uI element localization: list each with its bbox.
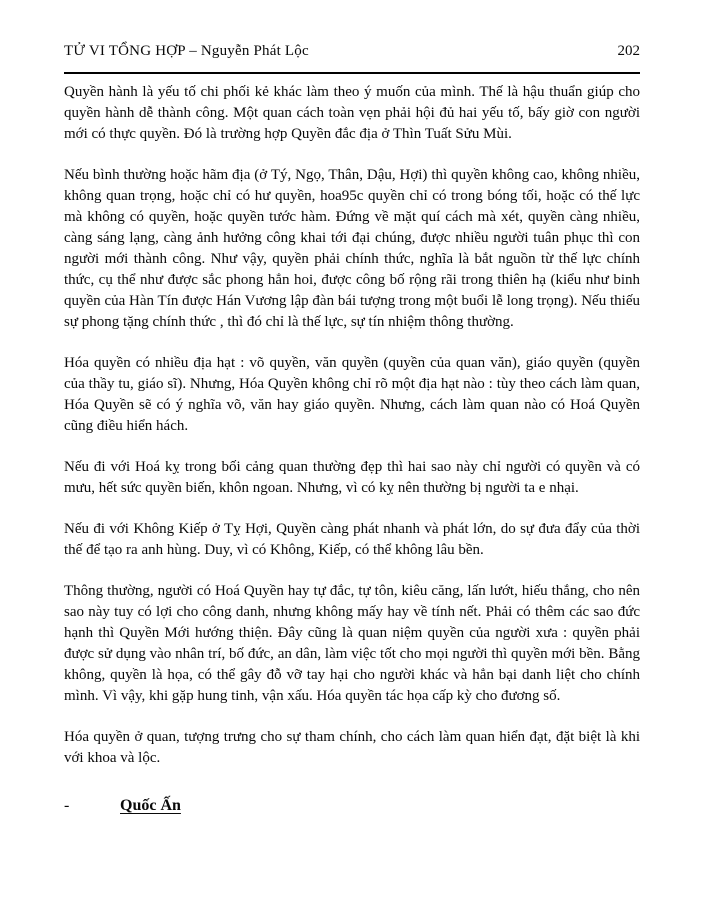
paragraph: Nếu đi với Không Kiếp ở Tỵ Hợi, Quyền càng phát nhanh và phát lớn, do sự đưa đẩy của thời thế để tạo ra anh hùng. Duy, vì có Không, Kiếp, có thể không lâu bền.: [64, 521, 640, 558]
page-number: 202: [617, 43, 640, 59]
paragraph: Hóa quyền có nhiều địa hạt : võ quyền, văn quyền (quyền của quan văn), giáo quyền (quyền của thầy tu, giáo sĩ). Nhưng, Hóa Quyền không chỉ rõ một địa hạt nào : tùy theo cách làm quan, Hóa Quyền sẽ có ý nghĩa võ, văn hay giáo quyền. Nhưng, cách làm quan nào có Hoá Quyền cũng điều hiển hách.: [64, 355, 640, 434]
body-text: [64, 82, 640, 769]
list-bullet: -: [64, 797, 70, 814]
paragraph: Hóa quyền ở quan, tượng trưng cho sự tham chính, cho cách làm quan hiển đạt, đặt biệt là khi với khoa và lộc.: [64, 729, 640, 766]
paragraph: Quyền hành là yếu tố chi phối kẻ khác làm theo ý muốn của mình. Thế là hậu thuẩn giúp cho quyền hành dễ thành công. Một quan cách toàn vẹn phải hội đủ hai yếu tố, bấy giờ con người mới có thực quyền. Đó là trường hợp Quyền đắc địa ở Thìn Tuất Sửu Mùi.: [64, 84, 640, 142]
paragraph: Nếu đi với Hoá kỵ trong bối cảng quan thường đẹp thì hai sao này chỉ người có quyền và có mưu, hết sức quyền biến, khôn ngoan. Nhưng, vì có kỵ nên thường bị người ta e nhại.: [64, 459, 640, 496]
page-header: [64, 42, 640, 60]
header-divider: [64, 72, 640, 74]
paragraph: Thông thường, người có Hoá Quyền hay tự đắc, tự tôn, kiêu căng, lấn lướt, hiếu thắng, cho nên sao này tuy có lợi cho công danh, nhưng không mấy hay về tính nết. Phải có thêm các sao đức hạnh thì Quyền Mới hướng thiện. Đây cũng là quan niệm quyền của người xưa : quyền phải được sử dụng vào nhân trí, bố đức, an dân, làm việc tốt cho mọi người thì quyền mới bền. Bằng không, quyền là họa, có thể gây đỗ vỡ tay hại cho người khác và hẳn bại danh liệt cho chính mình. Vì vậy, khi gặp hung tinh, vận xấu. Hóa quyền tác họa cấp kỳ cho đương số.: [64, 583, 640, 704]
list-item: [64, 795, 640, 816]
section-heading-quoc-an: Quốc Ấn: [120, 797, 181, 814]
paragraph: Nếu bình thường hoặc hãm địa (ở Tý, Ngọ, Thân, Dậu, Hợi) thì quyền không cao, không nhiều, không quan trọng, hoặc chỉ có hư quyền, hoa95c quyền chỉ có trong bóng tối, hoặc có thế lực mà không có quyền, hoặc quyền tước hàm. Đứng về mặt quí cách mà xét, quyền càng nhiều, càng sáng lạng, càng ảnh hưởng công khai tới đại chúng, được nhiều người tuân phục thì con người mới thành công. Như vậy, quyền phải chính thức, nghĩa là bắt nguồn từ thế lực chính thức, cụ thể như được sắc phong hẳn hoi, được công bố rộng rãi trong thiên hạ (kiểu như binh quyền của Hàn Tín được Hán Vương lập đàn bái tượng trong một buổi lễ long trọng). Nếu thiếu sự phong tặng chính thức , thì đó chỉ là thế lực, sự tín nhiệm thông thường.: [64, 167, 640, 330]
book-title: TỬ VI TỔNG HỢP – Nguyễn Phát Lộc: [64, 43, 309, 59]
